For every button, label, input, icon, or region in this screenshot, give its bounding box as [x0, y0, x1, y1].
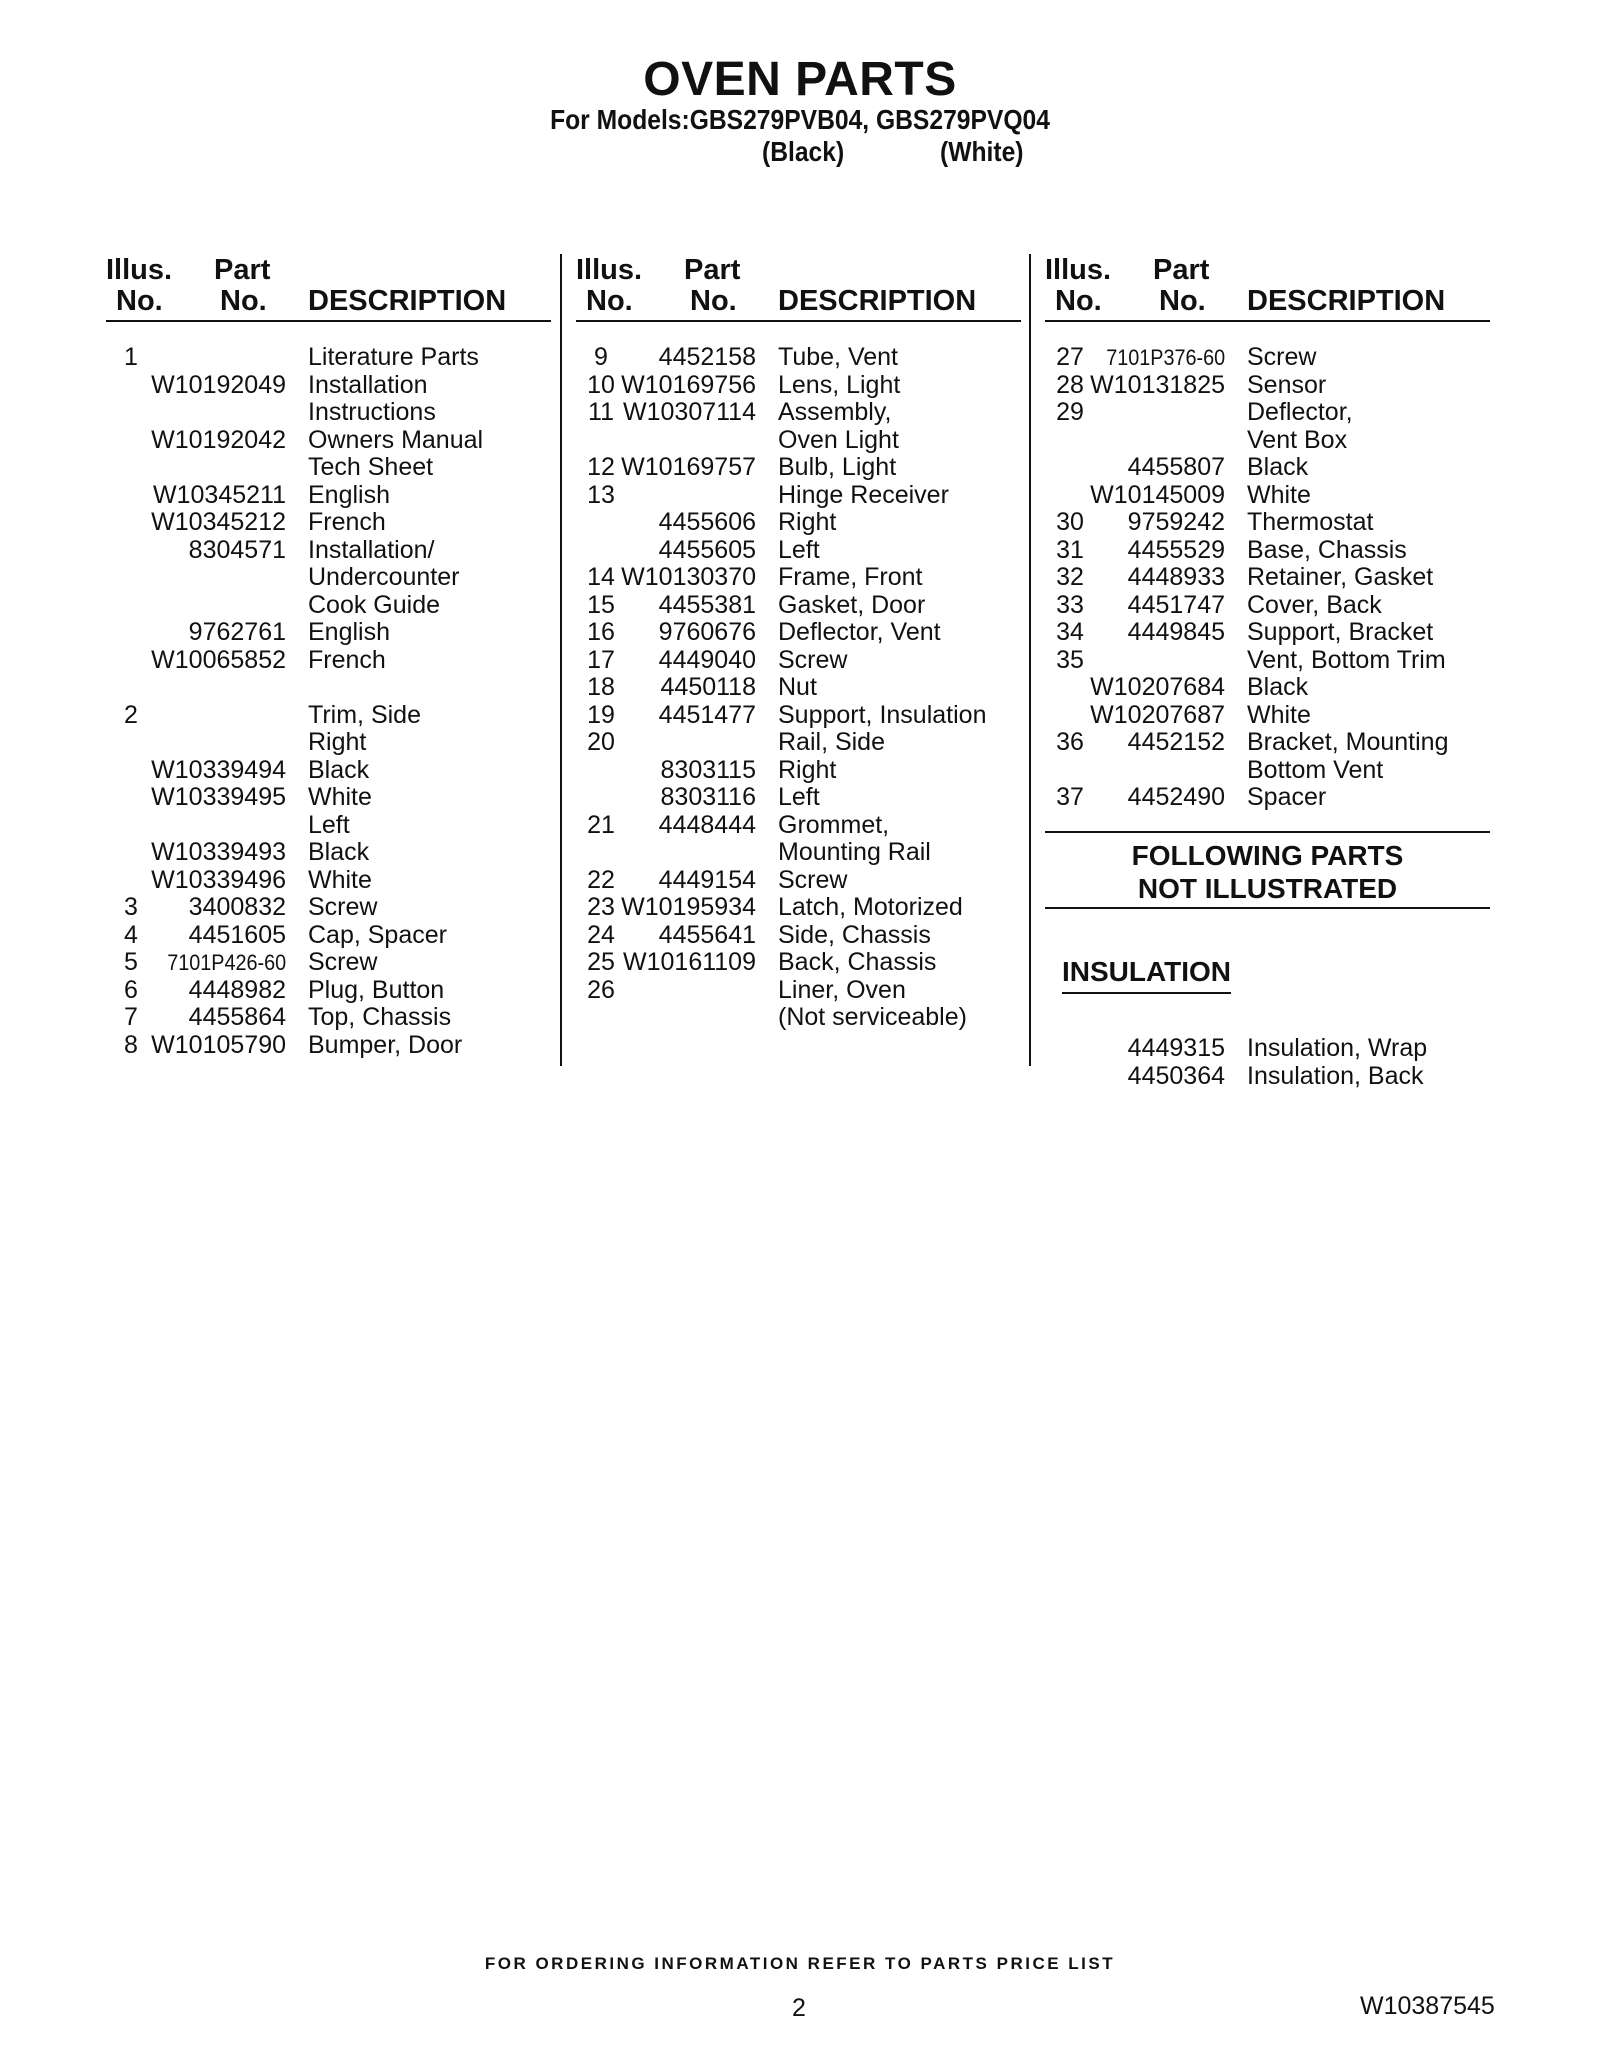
part-row — [576, 372, 1021, 400]
part-description: Cover, Back — [1247, 590, 1382, 619]
part-row — [576, 647, 1021, 675]
illus-number: 14 — [587, 563, 615, 591]
illus-number: 7 — [124, 1003, 138, 1031]
part-number: W10145009 — [1090, 480, 1225, 509]
part-row — [106, 647, 551, 675]
part-row — [576, 702, 1021, 730]
illus-number: 19 — [587, 700, 615, 729]
part-row — [1045, 482, 1490, 510]
part-row — [106, 509, 551, 537]
part-description: Liner, Oven — [778, 975, 906, 1004]
part-number: W10161109 — [623, 948, 756, 976]
parts-column-1 — [106, 252, 551, 1059]
insulation-heading: INSULATION — [1062, 956, 1231, 994]
part-row — [106, 729, 551, 757]
part-number: W10339495 — [151, 783, 286, 811]
header-illus-no: No. — [116, 285, 163, 317]
part-number: 4448444 — [658, 810, 756, 839]
part-row — [1045, 1035, 1490, 1063]
parts-list — [1045, 344, 1490, 812]
part-row — [576, 757, 1021, 785]
part-row — [576, 427, 1021, 455]
part-description: Mounting Rail — [778, 838, 931, 866]
part-row — [106, 537, 551, 565]
part-description: Side, Chassis — [778, 920, 931, 949]
illus-number: 30 — [1056, 508, 1084, 536]
part-row — [106, 592, 551, 620]
part-description: Top, Chassis — [308, 1003, 452, 1031]
part-description: Insulation, Wrap — [1247, 1034, 1428, 1062]
part-number: 4448933 — [1127, 563, 1225, 591]
header-part: Part — [1153, 254, 1210, 286]
part-description: Left — [778, 535, 820, 564]
part-description: Screw — [778, 865, 848, 894]
illus-number: 24 — [587, 920, 615, 949]
part-row — [106, 757, 551, 785]
part-row — [106, 867, 551, 895]
part-description: Vent Box — [1247, 425, 1348, 454]
part-number: 4449040 — [658, 645, 756, 674]
part-description: Retainer, Gasket — [1247, 563, 1434, 591]
column-header — [576, 252, 1021, 322]
part-description: Cook Guide — [308, 590, 441, 619]
part-row — [106, 894, 551, 922]
part-description: Screw — [308, 948, 378, 976]
part-row — [106, 454, 551, 482]
part-row — [106, 977, 551, 1005]
part-number: W10192049 — [151, 370, 286, 399]
part-description: Left — [308, 810, 350, 839]
part-description: Support, Bracket — [1247, 618, 1434, 646]
part-number: 4450364 — [1127, 1061, 1225, 1090]
part-row — [106, 812, 551, 840]
illus-number: 20 — [587, 728, 615, 756]
part-row — [106, 372, 551, 400]
part-description: Plug, Button — [308, 975, 445, 1004]
part-row — [1045, 564, 1490, 592]
part-description: Left — [778, 783, 820, 811]
illus-number: 1 — [124, 343, 138, 371]
part-row — [106, 427, 551, 455]
part-number: 7101P426-60 — [167, 950, 286, 975]
part-row — [1045, 454, 1490, 482]
part-number: W10339493 — [151, 838, 286, 866]
header-illus-no: No. — [1055, 285, 1102, 317]
part-number: 4449154 — [658, 865, 756, 894]
part-description: Screw — [1247, 343, 1317, 371]
insulation-list — [1045, 1035, 1490, 1090]
part-row — [106, 839, 551, 867]
parts-list — [576, 344, 1021, 1032]
header-illus: Illus. — [576, 254, 643, 286]
part-description: Gasket, Door — [778, 590, 926, 619]
part-description: Bracket, Mounting — [1247, 728, 1449, 756]
illus-number: 16 — [587, 618, 615, 646]
part-number: 4449845 — [1127, 618, 1225, 646]
part-number: 4455807 — [1127, 453, 1225, 481]
part-description: Nut — [778, 673, 817, 701]
part-description: White — [308, 865, 372, 894]
part-number: 4448982 — [188, 975, 286, 1004]
part-number: W10169757 — [621, 453, 756, 481]
part-number: W10192042 — [151, 425, 286, 454]
part-description: Oven Light — [778, 425, 899, 454]
part-row — [1045, 757, 1490, 785]
illus-number: 18 — [587, 673, 615, 701]
parts-column-2 — [576, 252, 1021, 1032]
illus-number: 5 — [124, 948, 138, 976]
part-description: Right — [308, 728, 367, 756]
part-number: 8304571 — [188, 535, 286, 564]
illus-number: 37 — [1056, 783, 1084, 811]
illus-number: 26 — [587, 975, 615, 1004]
part-row — [576, 894, 1021, 922]
header-part-no: No. — [690, 285, 737, 317]
part-number: 4455606 — [658, 508, 756, 536]
part-row — [1045, 372, 1490, 400]
part-row — [576, 867, 1021, 895]
illus-number: 32 — [1056, 563, 1084, 591]
header-part-no: No. — [220, 285, 267, 317]
illus-number: 21 — [587, 810, 615, 839]
header-illus-no: No. — [586, 285, 633, 317]
part-row — [1045, 427, 1490, 455]
part-number: W10307114 — [623, 398, 756, 426]
header-part: Part — [684, 254, 741, 286]
part-number: W10345211 — [153, 480, 286, 509]
illus-number: 11 — [588, 398, 614, 426]
not-illustrated-line-1: FOLLOWING PARTS — [1131, 840, 1404, 871]
part-description: French — [308, 508, 386, 536]
part-number: 4452152 — [1127, 728, 1225, 756]
part-description: Bumper, Door — [308, 1030, 463, 1059]
part-description: Literature Parts — [308, 343, 479, 371]
part-row — [576, 454, 1021, 482]
part-number: 9762761 — [188, 618, 286, 646]
part-number: 3400832 — [188, 893, 286, 921]
part-description: Base, Chassis — [1247, 535, 1407, 564]
ordering-note: FOR ORDERING INFORMATION REFER TO PARTS PRICE LIST — [484, 1954, 1116, 1973]
illus-number: 9 — [594, 343, 608, 371]
part-row — [106, 674, 551, 702]
color-white-label: (White) — [940, 136, 1024, 167]
part-row — [576, 922, 1021, 950]
part-number: W10339496 — [151, 865, 286, 894]
part-number: 4455864 — [188, 1003, 286, 1031]
header-part: Part — [214, 254, 271, 286]
part-number: 4451477 — [658, 700, 756, 729]
part-description: Tube, Vent — [778, 343, 898, 371]
part-row — [576, 482, 1021, 510]
part-description: Bottom Vent — [1247, 755, 1384, 784]
part-number: 4455605 — [658, 535, 756, 564]
page-number: 2 — [792, 1994, 806, 2022]
part-number: 4449315 — [1127, 1034, 1225, 1062]
part-description: Black — [1247, 453, 1309, 481]
part-description: Frame, Front — [778, 563, 923, 591]
header-illus: Illus. — [106, 254, 173, 286]
part-row — [576, 839, 1021, 867]
part-row — [1045, 537, 1490, 565]
part-description: Lens, Light — [778, 370, 901, 399]
part-row — [1045, 509, 1490, 537]
part-description: Grommet, — [778, 810, 890, 839]
page-title: OVEN PARTS — [643, 53, 957, 106]
illus-number: 8 — [124, 1030, 138, 1059]
part-row — [576, 592, 1021, 620]
parts-list — [106, 344, 551, 1059]
color-black-label: (Black) — [762, 136, 845, 167]
column-divider — [560, 254, 562, 1066]
part-row — [576, 344, 1021, 372]
part-row — [1045, 399, 1490, 427]
illus-number: 22 — [587, 865, 615, 894]
part-row — [576, 399, 1021, 427]
column-header — [1045, 252, 1490, 322]
part-row — [1045, 674, 1490, 702]
part-row — [106, 619, 551, 647]
part-number: W10169756 — [621, 370, 756, 399]
illus-number: 12 — [587, 453, 615, 481]
illus-number: 35 — [1056, 645, 1084, 674]
part-row — [1045, 344, 1490, 372]
part-number: 9760676 — [658, 618, 756, 646]
illus-number: 15 — [587, 590, 615, 619]
part-number: W10339494 — [151, 755, 286, 784]
part-description: Back, Chassis — [778, 948, 937, 976]
header-part-no: No. — [1159, 285, 1206, 317]
part-description: Rail, Side — [778, 728, 885, 756]
part-number: W10345212 — [151, 508, 286, 536]
part-description: Thermostat — [1247, 508, 1374, 536]
part-number: 8303116 — [660, 783, 756, 811]
part-description: Assembly, — [778, 398, 892, 426]
part-row — [106, 399, 551, 427]
part-row — [1045, 729, 1490, 757]
part-row — [576, 564, 1021, 592]
part-description: Tech Sheet — [308, 453, 434, 481]
part-description: Black — [1247, 673, 1309, 701]
part-number: 4455641 — [658, 920, 756, 949]
part-number: W10207684 — [1090, 673, 1225, 701]
illus-number: 29 — [1056, 398, 1084, 426]
part-row — [1045, 647, 1490, 675]
illus-number: 27 — [1056, 343, 1084, 371]
not-illustrated-line-2: NOT ILLUSTRATED — [1137, 873, 1398, 904]
part-row — [106, 949, 551, 977]
part-description: Deflector, — [1247, 398, 1353, 426]
part-number: 4452158 — [658, 343, 756, 371]
part-number: 8303115 — [660, 755, 756, 784]
document-number: W10387545 — [1360, 1992, 1495, 2020]
part-description: Spacer — [1247, 783, 1327, 811]
part-description: Right — [778, 755, 837, 784]
part-row — [106, 482, 551, 510]
part-number: 9759242 — [1127, 508, 1225, 536]
part-description: Screw — [778, 645, 848, 674]
part-number: 4451747 — [1127, 590, 1225, 619]
illus-number: 31 — [1056, 535, 1084, 564]
header-description: DESCRIPTION — [1247, 285, 1446, 317]
illus-number: 23 — [587, 893, 615, 921]
part-description: English — [308, 618, 390, 646]
part-number: 4451605 — [188, 920, 286, 949]
part-row — [106, 344, 551, 372]
part-row — [106, 1004, 551, 1032]
part-description: Right — [778, 508, 837, 536]
part-description: Installation/ — [308, 535, 435, 564]
part-row — [576, 509, 1021, 537]
part-description: Instructions — [308, 398, 436, 426]
part-description: French — [308, 645, 386, 674]
part-description: Hinge Receiver — [778, 480, 949, 509]
header-description: DESCRIPTION — [778, 285, 977, 317]
part-row — [1045, 619, 1490, 647]
part-description: Undercounter — [308, 563, 460, 591]
illus-number: 2 — [124, 700, 138, 729]
part-row — [1045, 592, 1490, 620]
illus-number: 33 — [1056, 590, 1084, 619]
part-description: Screw — [308, 893, 378, 921]
part-description: White — [1247, 480, 1311, 509]
part-description: Latch, Motorized — [778, 893, 963, 921]
part-row — [106, 922, 551, 950]
illus-number: 17 — [587, 645, 615, 674]
part-number: 4455381 — [658, 590, 756, 619]
part-number: W10105790 — [151, 1030, 286, 1059]
part-description: Bulb, Light — [778, 453, 897, 481]
part-number: W10207687 — [1090, 700, 1225, 729]
part-description: White — [308, 783, 372, 811]
header-illus: Illus. — [1045, 254, 1112, 286]
part-row — [576, 674, 1021, 702]
part-number: 4450118 — [660, 673, 756, 701]
not-illustrated-banner — [1045, 831, 1490, 909]
part-description: White — [1247, 700, 1311, 729]
part-row — [106, 564, 551, 592]
part-description: Vent, Bottom Trim — [1247, 645, 1446, 674]
part-number: W10131825 — [1090, 370, 1225, 399]
parts-column-3 — [1045, 252, 1490, 812]
illus-number: 4 — [124, 920, 138, 949]
part-description: Sensor — [1247, 370, 1327, 399]
illus-number: 10 — [587, 370, 615, 399]
part-row — [576, 784, 1021, 812]
header-description: DESCRIPTION — [308, 285, 507, 317]
part-row — [576, 1004, 1021, 1032]
illus-number: 25 — [587, 948, 615, 976]
part-description: Black — [308, 755, 370, 784]
illus-number: 6 — [124, 975, 138, 1004]
part-row — [576, 729, 1021, 757]
part-number: W10195934 — [621, 893, 756, 921]
part-description: Insulation, Back — [1247, 1061, 1424, 1090]
illus-number: 3 — [124, 893, 138, 921]
part-number: 4452490 — [1127, 783, 1225, 811]
illus-number: 34 — [1056, 618, 1084, 646]
part-row — [106, 1032, 551, 1060]
part-description: Support, Insulation — [778, 700, 987, 729]
column-divider — [1029, 254, 1031, 1066]
part-row — [106, 784, 551, 812]
part-description: Owners Manual — [308, 425, 484, 454]
part-description: English — [308, 480, 390, 509]
part-description: Installation — [308, 370, 428, 399]
part-description: Cap, Spacer — [308, 920, 447, 949]
part-row — [106, 702, 551, 730]
part-row — [576, 977, 1021, 1005]
part-row — [576, 812, 1021, 840]
part-description: Deflector, Vent — [778, 618, 941, 646]
part-description: Trim, Side — [308, 700, 421, 729]
part-number: 7101P376-60 — [1106, 345, 1225, 370]
illus-number: 13 — [587, 480, 615, 509]
part-row — [1045, 1063, 1490, 1091]
part-row — [1045, 702, 1490, 730]
part-row — [576, 537, 1021, 565]
part-description: Black — [308, 838, 370, 866]
illus-number: 36 — [1056, 728, 1084, 756]
part-row — [1045, 784, 1490, 812]
column-header — [106, 252, 551, 322]
part-number: W10065852 — [151, 645, 286, 674]
part-number: W10130370 — [621, 563, 756, 591]
illus-number: 28 — [1056, 370, 1084, 399]
part-number: 4455529 — [1127, 535, 1225, 564]
part-row — [576, 949, 1021, 977]
models-line: For Models:GBS279PVB04, GBS279PVQ04 — [550, 104, 1050, 135]
part-row — [576, 619, 1021, 647]
part-description: (Not serviceable) — [778, 1003, 967, 1031]
